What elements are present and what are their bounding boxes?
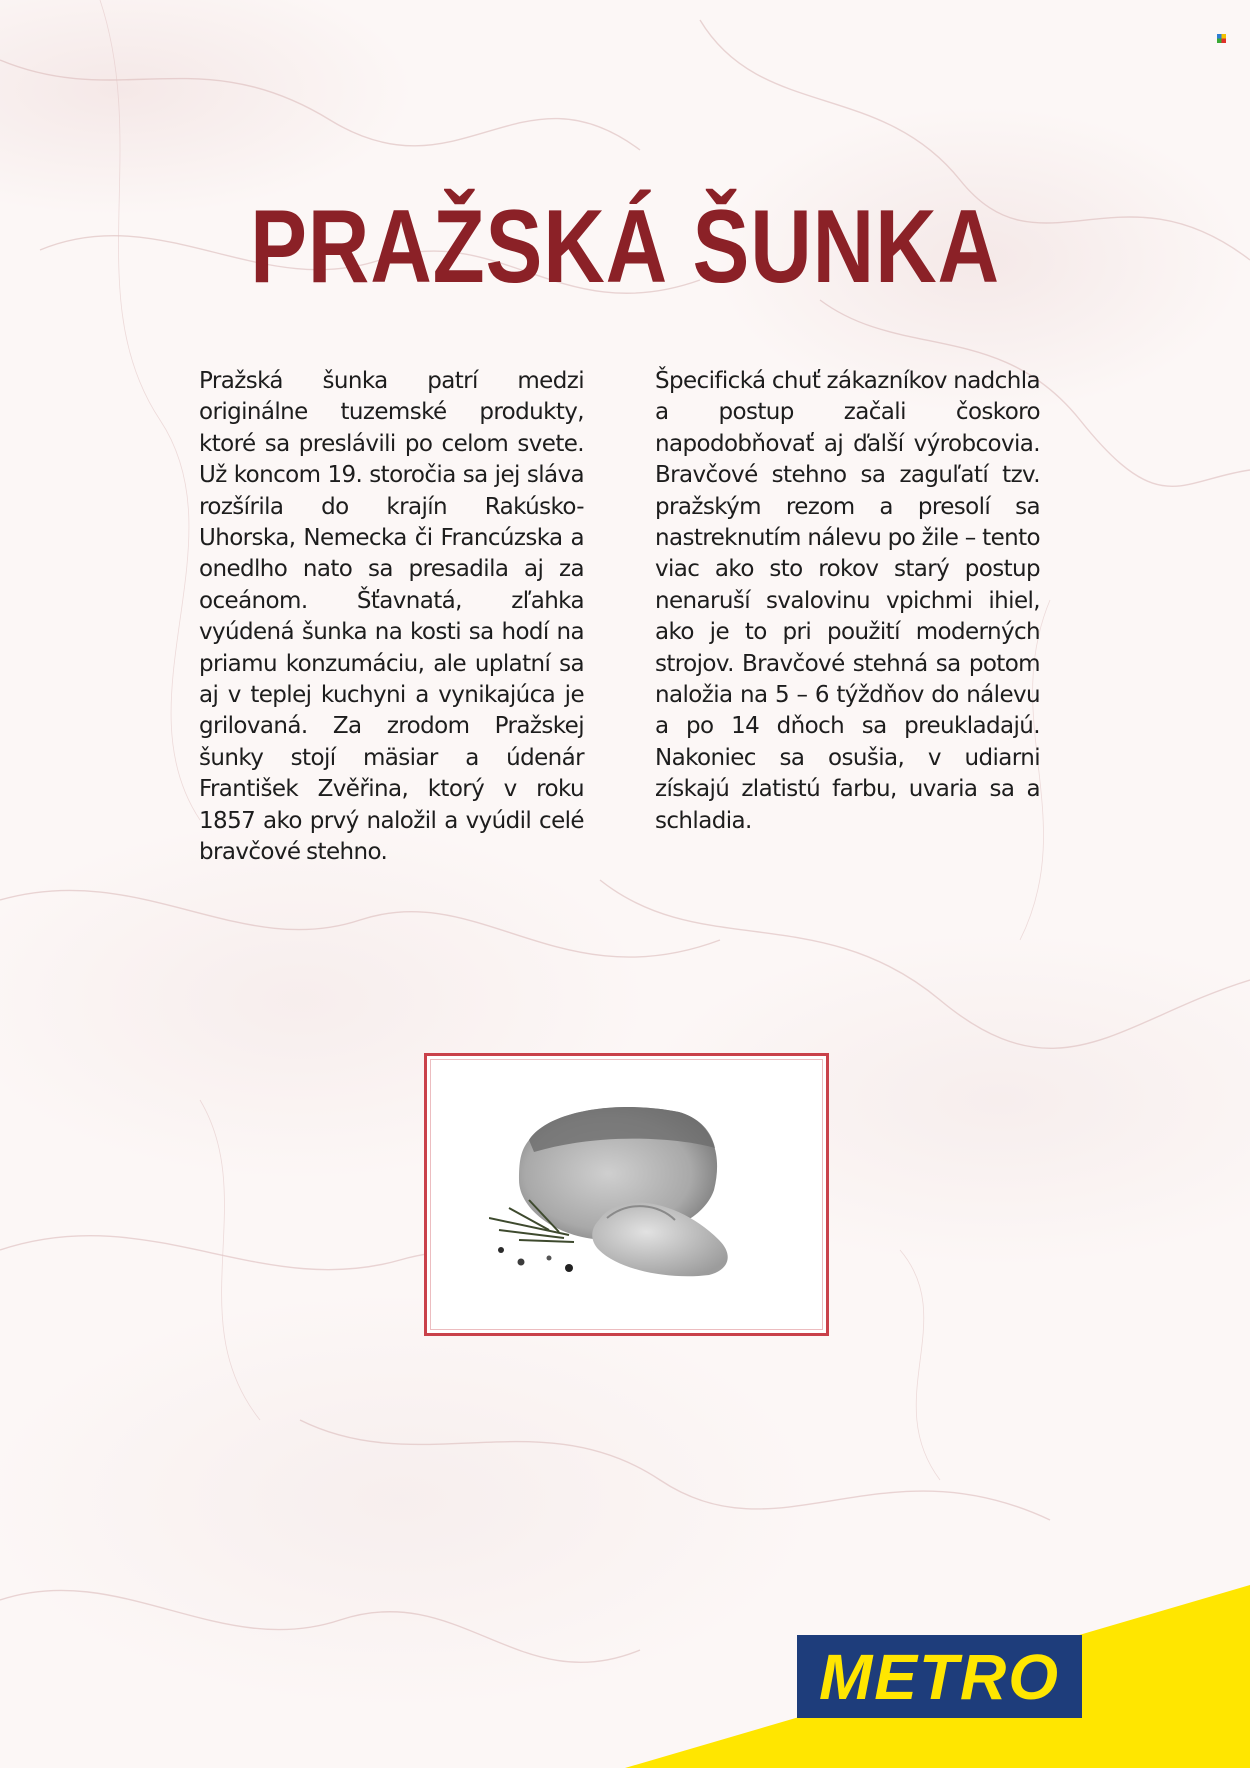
- page-title: PRAŽSKÁ ŠUNKA: [250, 188, 1000, 305]
- metro-logo[interactable]: [797, 1635, 1082, 1718]
- paragraph-right: Špecifická chuť zákazníkov nadchla a postup začali čoskoro napodobňovať aj ďalší výrobcovia. Bravčové stehno sa zaguľatí tzv. pražským rezom a presolí sa nastreknutím nálevu po žile – tento viac ako sto rokov starý postup nenaruší svalovinu vpichmi ihiel, ako je to pri použití moderných strojov. Bravčové stehná sa potom naložia na 5 – 6 týždňov do nálevu a po 14 dňoch sa preukladajú. Nakoniec sa osušia, v udiarni získajú zlatistú farbu, uvaria sa a schladia.: [655, 368, 1040, 834]
- metro-logo-text: METRO: [818, 1640, 1061, 1713]
- paragraph-left: Pražská šunka patrí medzi originálne tuzemské produkty, ktoré sa preslávili po celom svete. Už koncom 19. storočia sa jej sláva rozšírila do krajín Rakúsko-Uhorska, Nemecka či Francúzska a onedlho nato sa presadila aj za oceánom. Šťavnatá, zľahka vyúdená šunka na kosti sa hodí na priamu konzumáciu, ale uplatní sa aj v teplej kuchyni a vynikajúca je grilovaná. Za zrodom Pražskej šunky stojí mäsiar a údenár František Zvěřina, ktorý v roku 1857 ako prvý naložil a vyúdil celé bravčové stehno.: [199, 368, 584, 866]
